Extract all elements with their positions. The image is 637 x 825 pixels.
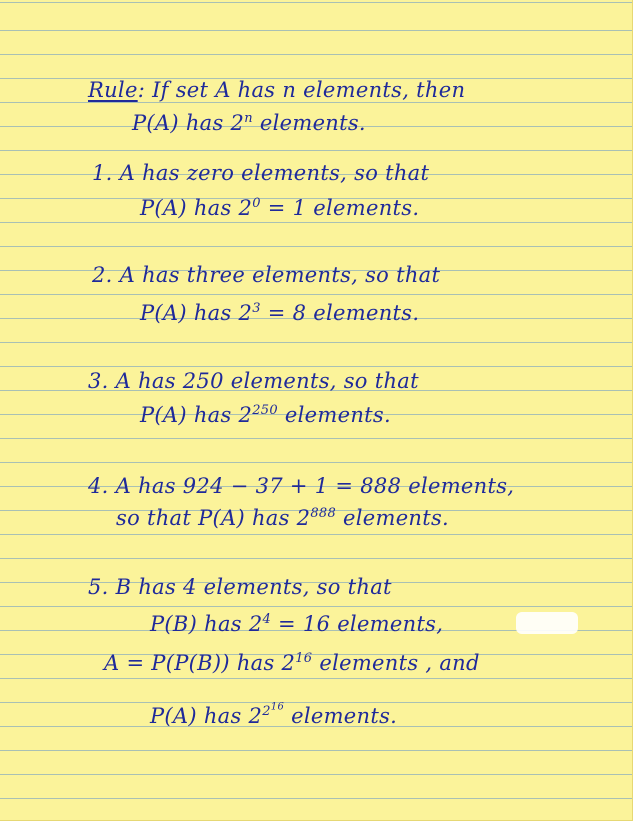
item-number: 3. [88,369,109,393]
item-3-line-2 [140,405,391,426]
rule-line-1 [88,80,465,101]
item-formula-suffix: elements , and [312,651,480,675]
item-formula-exponent: 4 [262,612,272,627]
item-formula-base: P(B) has 2 [150,612,263,636]
item-formula-suffix: = 1 elements. [260,196,420,220]
item-formula-base: P(A) has 2 [140,196,253,220]
rule-title: Rule [88,78,138,102]
item-formula-exponent: 0 [252,196,261,211]
item-formula-base: P(A) has 2 [150,704,263,728]
rule-formula-suffix: elements. [252,111,366,135]
item-5-line-2 [150,614,443,635]
item-formula-exponent: 888 [310,506,337,521]
item-text: B has 4 elements, so that [115,575,392,599]
item-text: A has 250 elements, so that [115,369,419,393]
item-formula-base: P(A) has 2 [140,301,253,325]
item-number: 4. [88,474,109,498]
item-formula-exponent: 2 [262,704,271,719]
item-formula-suffix: = 8 elements. [260,301,420,325]
item-formula-base: so that P(A) has 2 [116,506,311,530]
correction-fluid-mark [516,612,578,634]
rule-statement: If set A has n elements, then [152,78,466,102]
item-4-line-1 [88,476,514,497]
rule-formula-exponent: n [244,111,253,126]
item-formula-base: P(A) has 2 [140,403,253,427]
item-formula-exponent: 250 [252,403,278,418]
item-text: A has zero elements, so that [119,161,430,185]
item-5-line-3 [104,653,480,674]
rule-formula-base: P(A) has 2 [132,111,245,135]
item-number: 5. [88,575,109,599]
item-formula-suffix: elements. [284,704,398,728]
item-formula-exponent: 3 [252,301,261,316]
item-formula-suffix: elements. [336,506,450,530]
item-formula-suffix: elements. [277,403,391,427]
rule-colon: : [137,78,146,102]
item-3-line-1 [88,371,419,392]
item-1-line-1 [92,163,429,184]
item-2-line-2 [140,303,419,324]
item-5-line-1 [88,577,392,598]
item-1-line-2 [140,198,419,219]
item-text: A has 924 − 37 + 1 = 888 elements, [115,474,515,498]
item-text: A has three elements, so that [119,263,441,287]
item-5-line-4 [150,701,398,728]
item-4-line-2 [116,508,449,529]
item-formula-exponent: 16 [295,651,313,666]
item-number: 1. [92,161,113,185]
item-formula-suffix: = 16 elements, [271,612,444,636]
item-formula-base: A = P(P(B)) has 2 [104,651,296,675]
item-number: 2. [92,263,113,287]
item-formula-nested-exponent: 16 [270,701,285,713]
rule-line-2 [132,113,366,134]
item-2-line-1 [92,265,440,286]
